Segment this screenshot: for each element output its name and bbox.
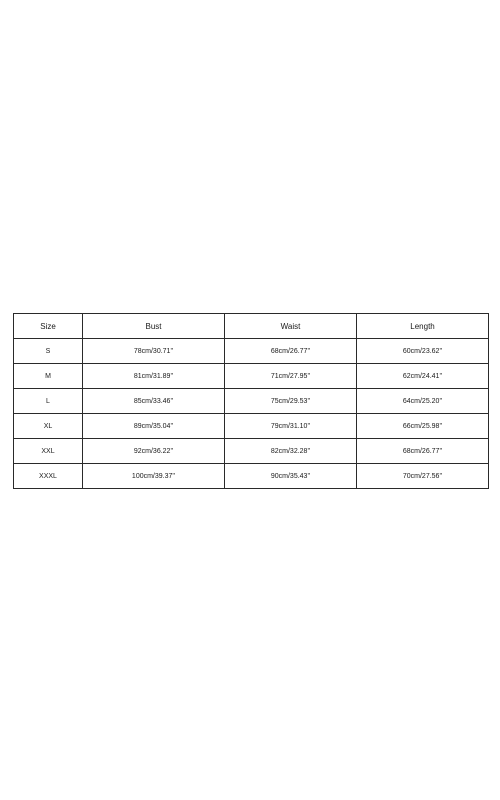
cell-waist: 82cm/32.28'' <box>225 439 357 464</box>
cell-bust: 85cm/33.46'' <box>83 389 225 414</box>
table-row <box>14 339 489 364</box>
cell-length: 64cm/25.20'' <box>357 389 489 414</box>
cell-size: XXXL <box>14 464 83 489</box>
size-chart-table <box>13 313 489 489</box>
cell-length: 70cm/27.56'' <box>357 464 489 489</box>
cell-size: M <box>14 364 83 389</box>
table-row <box>14 364 489 389</box>
cell-length: 62cm/24.41'' <box>357 364 489 389</box>
cell-length: 66cm/25.98'' <box>357 414 489 439</box>
table-row <box>14 414 489 439</box>
table-row <box>14 389 489 414</box>
cell-bust: 81cm/31.89'' <box>83 364 225 389</box>
header-bust: Bust <box>83 314 225 339</box>
cell-bust: 78cm/30.71'' <box>83 339 225 364</box>
cell-bust: 92cm/36.22'' <box>83 439 225 464</box>
table-header-row <box>14 314 489 339</box>
cell-size: L <box>14 389 83 414</box>
cell-waist: 71cm/27.95'' <box>225 364 357 389</box>
table-row <box>14 439 489 464</box>
cell-waist: 68cm/26.77'' <box>225 339 357 364</box>
cell-bust: 89cm/35.04'' <box>83 414 225 439</box>
cell-size: S <box>14 339 83 364</box>
header-size: Size <box>14 314 83 339</box>
header-waist: Waist <box>225 314 357 339</box>
cell-length: 60cm/23.62'' <box>357 339 489 364</box>
cell-size: XL <box>14 414 83 439</box>
table-row <box>14 464 489 489</box>
cell-waist: 75cm/29.53'' <box>225 389 357 414</box>
cell-size: XXL <box>14 439 83 464</box>
cell-waist: 79cm/31.10'' <box>225 414 357 439</box>
cell-length: 68cm/26.77'' <box>357 439 489 464</box>
cell-bust: 100cm/39.37'' <box>83 464 225 489</box>
header-length: Length <box>357 314 489 339</box>
cell-waist: 90cm/35.43'' <box>225 464 357 489</box>
